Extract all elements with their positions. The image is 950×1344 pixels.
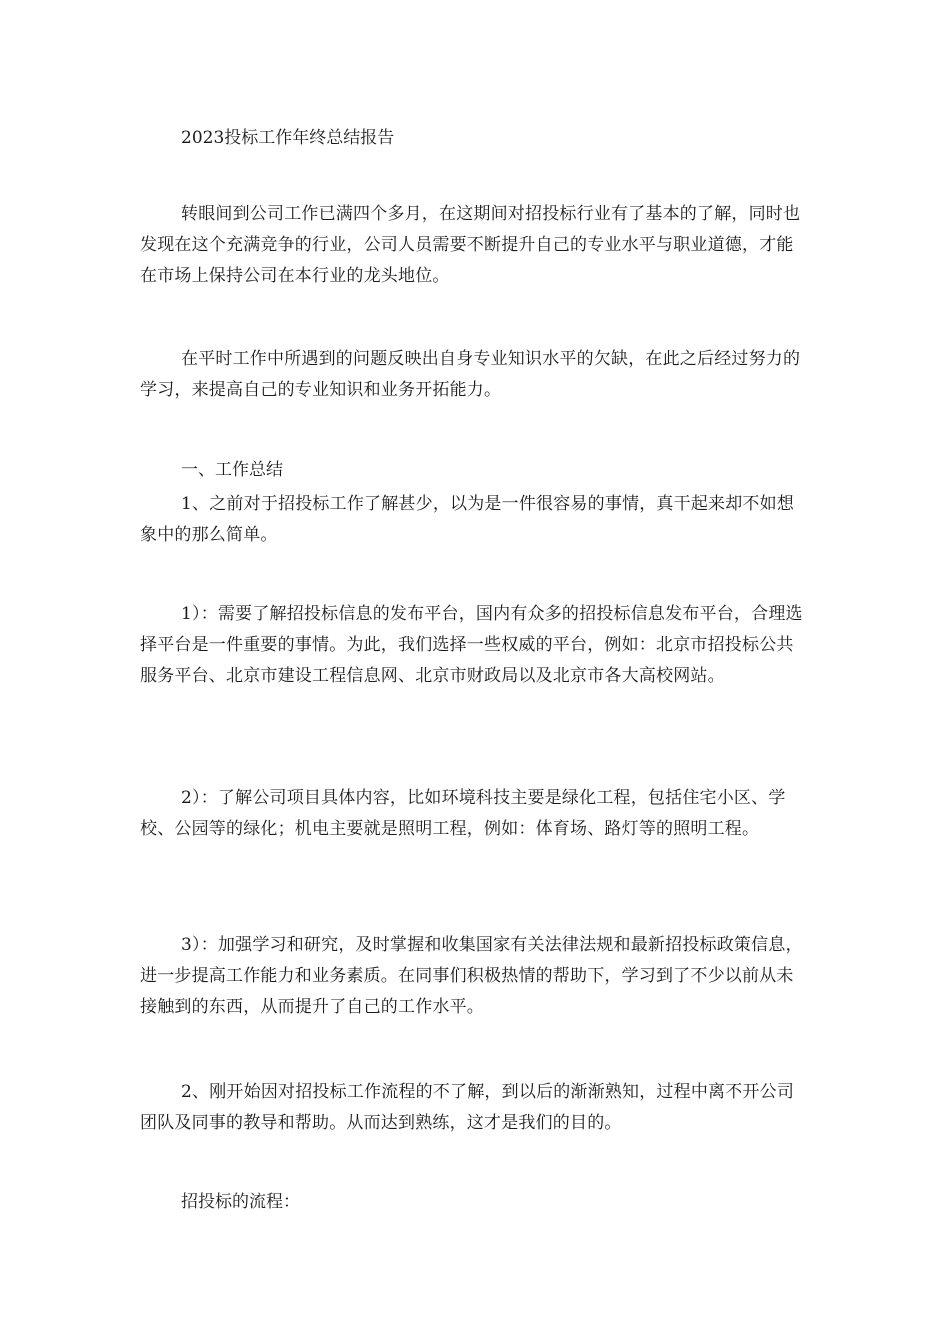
document-title: 2023投标工作年终总结报告 xyxy=(181,128,395,148)
item-2-paragraph: 2、刚开始因对招投标工作流程的不了解，到以后的渐渐熟知，过程中离不开公司团队及同事的教导和帮助。从而达到熟练，这才是我们的目的。 xyxy=(140,1082,795,1133)
subitem-2-paragraph: 2）：了解公司项目具体内容，比如环境科技主要是绿化工程，包括住宅小区、学校、公园等的绿化；机电主要就是照明工程，例如：体育场、路灯等的照明工程。 xyxy=(140,788,786,839)
item-1-paragraph: 1、之前对于招投标工作了解甚少，以为是一件很容易的事情，真干起来却不如想象中的那么简单。 xyxy=(140,494,795,545)
subitem-1-paragraph: 1）：需要了解招投标信息的发布平台，国内有众多的招投标信息发布平台，合理选择平台是一件重要的事情。为此，我们选择一些权威的平台，例如：北京市招投标公共服务平台、北京市建设工程信息网、北京市财政局以及北京市各大高校网站。 xyxy=(140,604,803,686)
intro-paragraph-2: 在平时工作中所遇到的问题反映出自身专业知识水平的欠缺，在此之后经过努力的学习，来提高自己的专业知识和业务开拓能力。 xyxy=(140,349,801,400)
subitem-3-paragraph: 3）：加强学习和研究，及时掌握和收集国家有关法律法规和最新招投标政策信息，进一步提高工作能力和业务素质。在同事们积极热情的帮助下，学习到了不少以前从未接触到的东西，从而提升了自己的工作水平。 xyxy=(140,935,803,1017)
section-heading-work-summary: 一、工作总结 xyxy=(181,460,283,480)
intro-paragraph-1: 转眼间到公司工作已满四个多月，在这期间对招投标行业有了基本的了解，同时也发现在这个充满竞争的行业，公司人员需要不断提升自己的专业水平与职业道德，才能在市场上保持公司在本行业的龙头地位。 xyxy=(140,204,801,286)
process-label: 招投标的流程： xyxy=(181,1192,300,1212)
